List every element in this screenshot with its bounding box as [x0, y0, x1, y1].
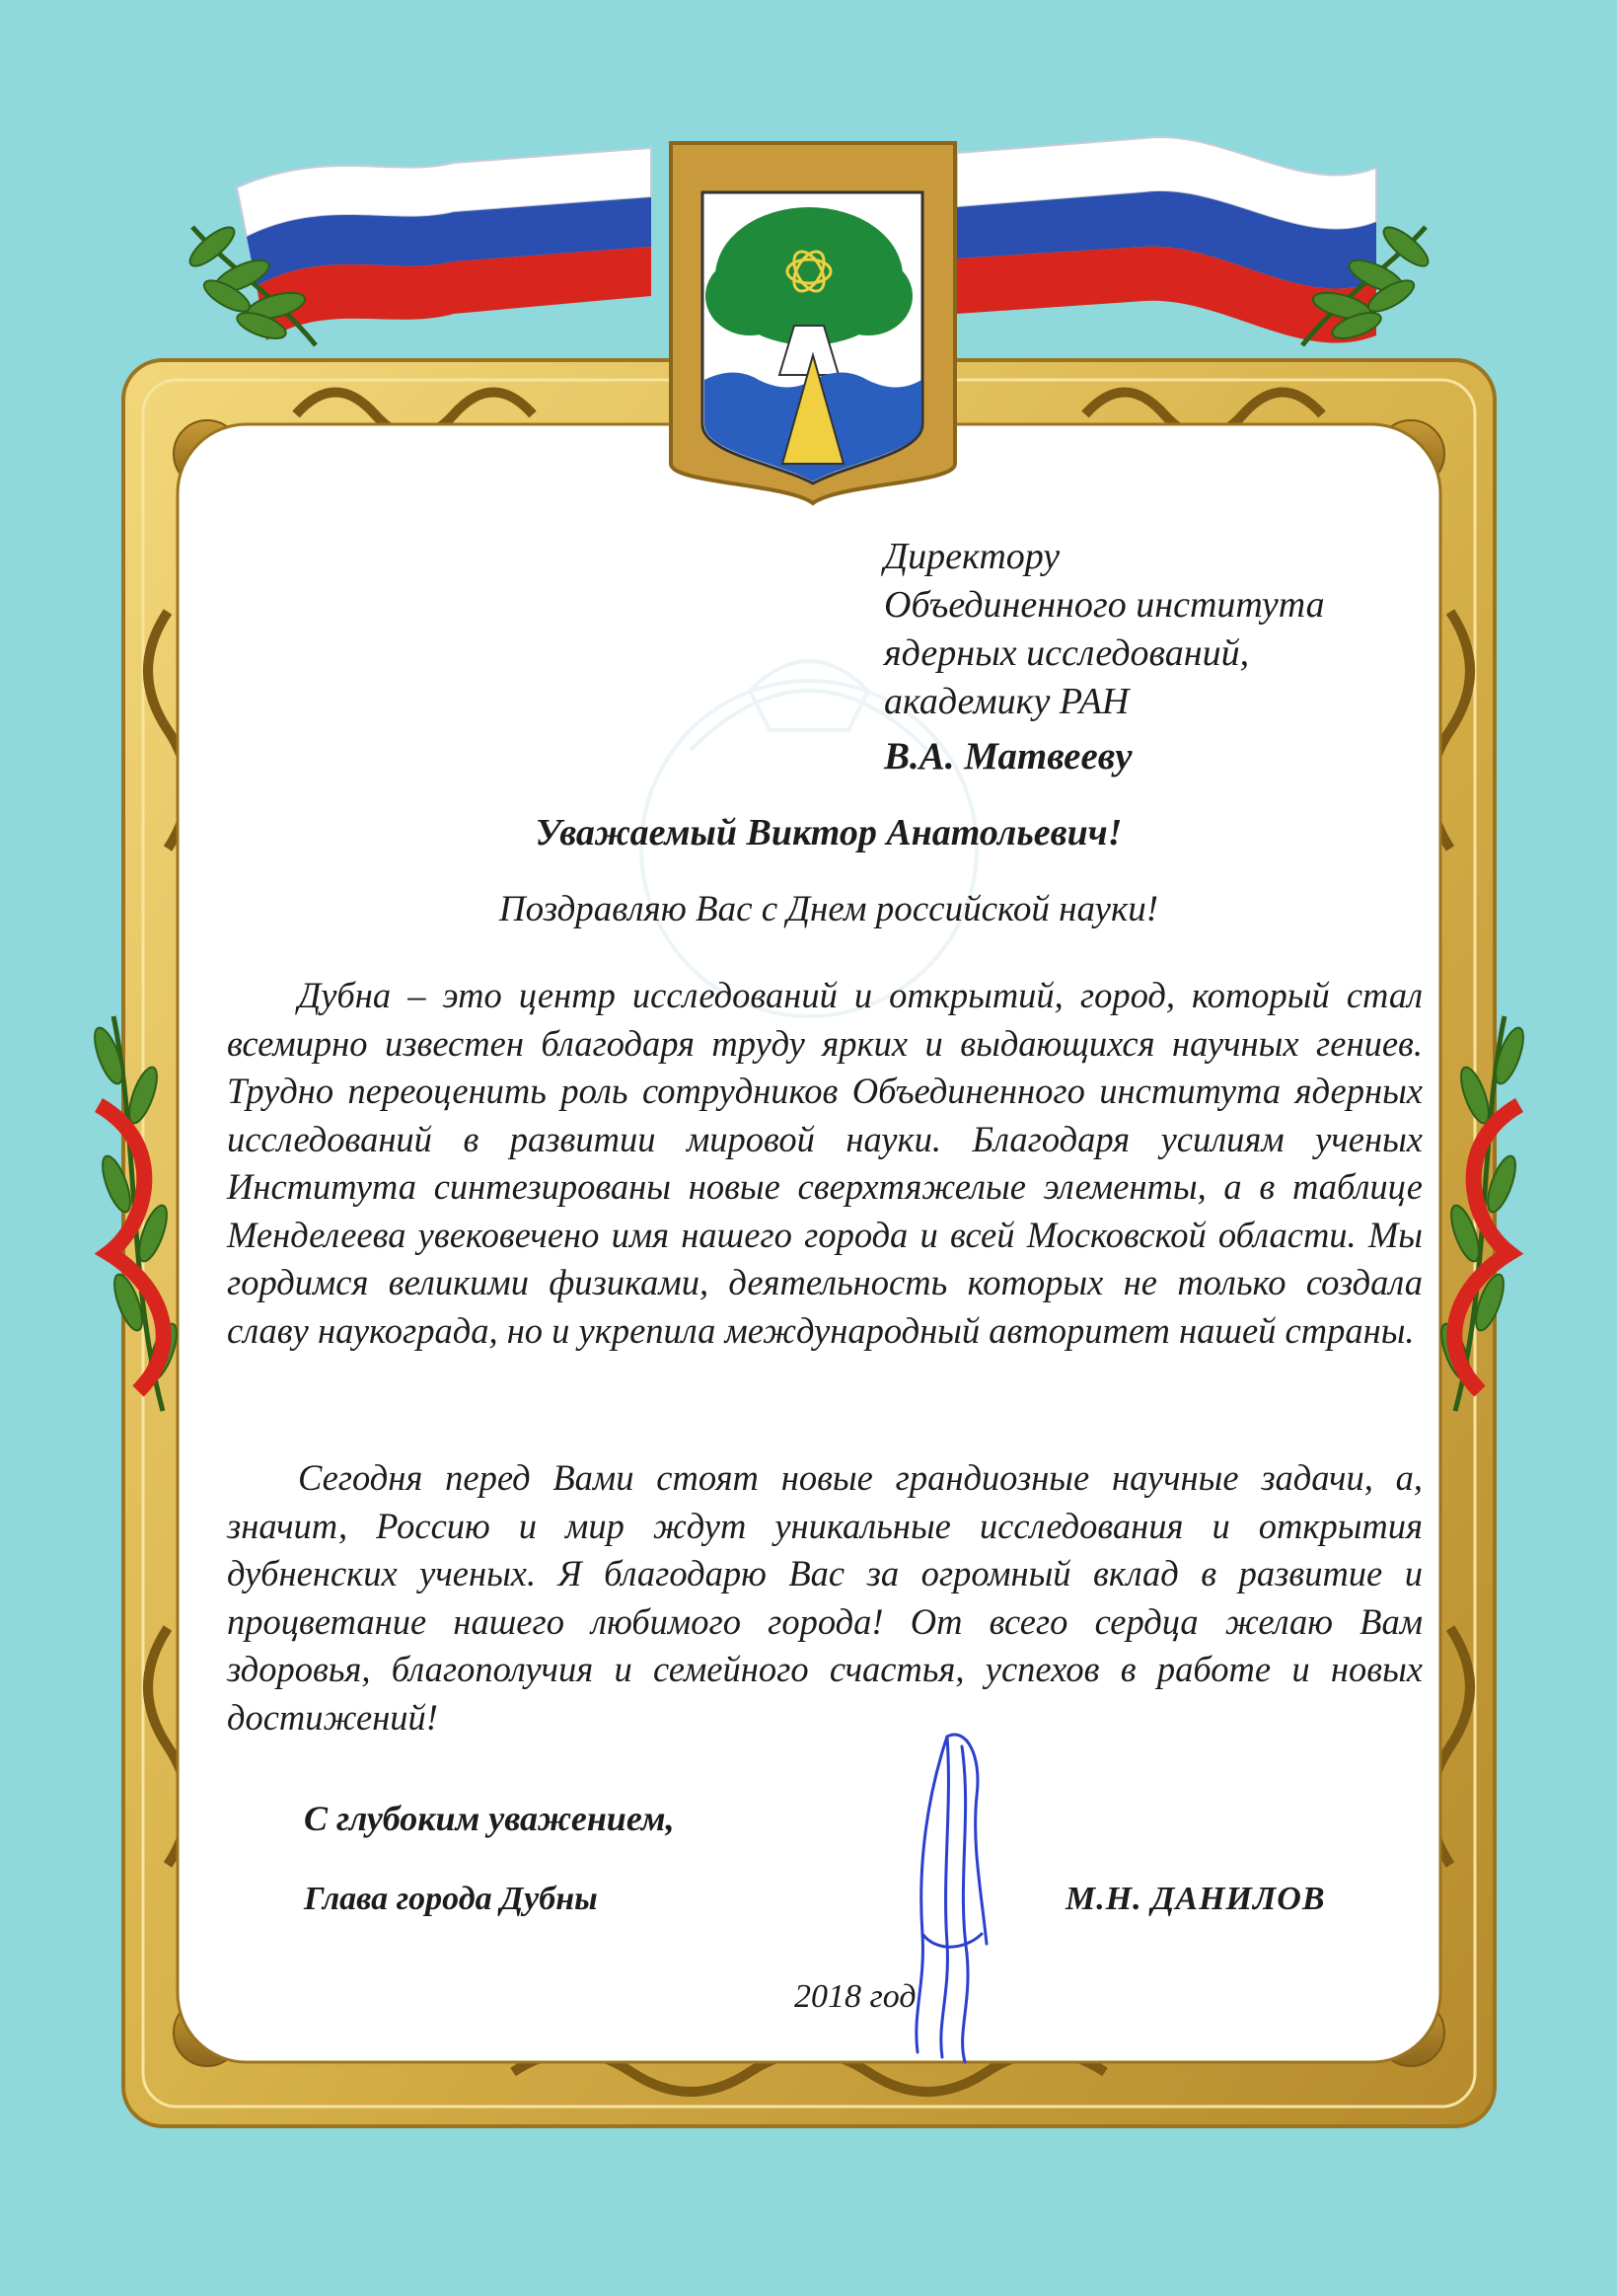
- congratulation-line: Поздравляю Вас с Днем российской науки!: [498, 889, 1159, 929]
- paragraph: Сегодня перед Вами стоят новые грандиозные научные задачи, а, значит, Россию и мир ждут уникальные исследования и открытия дубненских ученых. Я благодарю Вас за огромный вклад в развитие и процветание нашего любимого города! От всего сердца желаю Вам здоровья, благополучия и семейного счастья, успехов в работе и новых достижений!: [227, 1457, 1423, 1738]
- addressee-name: В.А. Матвееву: [884, 735, 1133, 778]
- addressee-line: академику РАН: [884, 681, 1130, 722]
- paragraph: Дубна – это центр исследований и открытий, город, который стал всемирно известен благодаря труду ярких и выдающихся научных гениев. Трудно переоценить роль сотрудников Объединенного института ядерных исследований в развитии мировой науки. Благодаря усилиям ученых Института синтезированы новые сверхтяжелые элементы, а в таблице Менделеева увековечено имя нашего города и всей Московской области. Мы гордимся великими физиками, деятельность которых не только создала славу наукограда, но и укрепила международный авторитет нашей страны.: [227, 975, 1423, 1351]
- addressee-line: ядерных исследований,: [884, 632, 1250, 674]
- closing-phrase: С глубоким уважением,: [304, 1799, 675, 1838]
- signer-name: М.Н. ДАНИЛОВ: [1066, 1881, 1326, 1917]
- greeting: Уважаемый Виктор Анатольевич!: [535, 812, 1123, 853]
- signer-position: Глава города Дубны: [304, 1881, 598, 1917]
- letter-date: 2018 год: [794, 1978, 917, 2015]
- addressee-line: Директору: [884, 536, 1061, 577]
- addressee-block: [884, 533, 1436, 780]
- signature-icon: [888, 1717, 1026, 2072]
- addressee-line: Объединенного института: [884, 584, 1325, 626]
